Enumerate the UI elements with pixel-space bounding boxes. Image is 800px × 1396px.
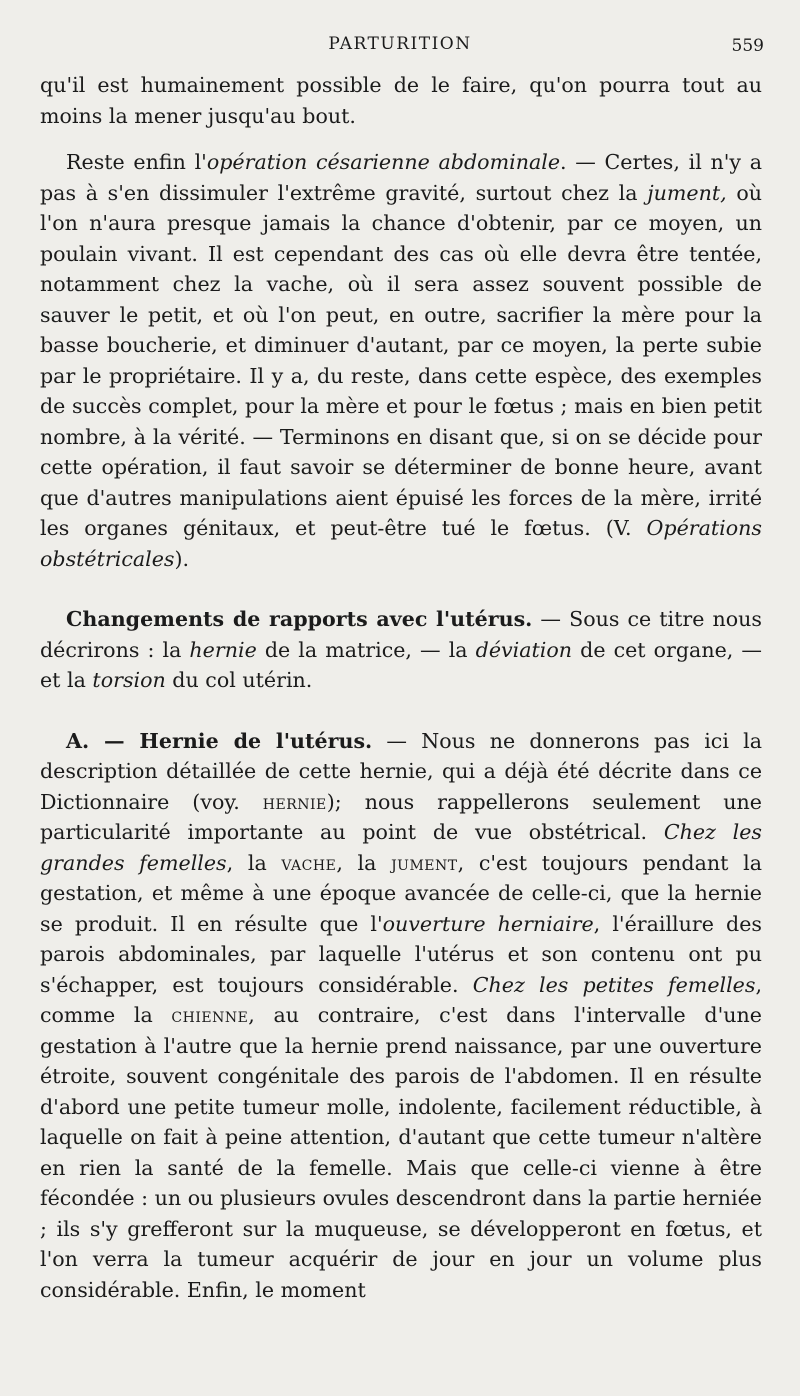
paragraph-changes bbox=[40, 604, 762, 696]
italic-term: Opérations obstétricales bbox=[40, 516, 762, 571]
text-run: , c'est toujours pendant la gestation, et même à une époque avancée de celle-ci, que la hernie se produit. Il en résulte que l' bbox=[40, 850, 762, 936]
paragraph-hernia bbox=[40, 726, 762, 1306]
paragraph-cesarean bbox=[40, 147, 762, 574]
page-number: 559 bbox=[731, 36, 764, 56]
text-run: du col utérin. bbox=[165, 668, 313, 692]
subsection-heading: A. — Hernie de l'utérus. bbox=[66, 728, 373, 753]
text-run: de cet organe, — et la bbox=[40, 637, 762, 692]
paragraph-continuation bbox=[40, 70, 762, 131]
text-run: , la bbox=[336, 850, 392, 875]
italic-term: torsion bbox=[92, 668, 166, 692]
text-run: ); nous rappellerons seulement une particularité importante au point de vue obstétrical. bbox=[40, 789, 762, 844]
paragraph-text: qu'il est humainement possible de le faire, qu'on pourra tout au moins la mener jusqu'au bout. bbox=[40, 73, 762, 128]
italic-term: opération césarienne abdominale bbox=[206, 150, 561, 174]
text-run: Reste enfin l' bbox=[66, 150, 207, 174]
body-text bbox=[40, 70, 762, 1305]
running-header bbox=[0, 32, 800, 58]
text-run: , au contraire, c'est dans l'intervalle d'une gestation à l'autre que la hernie prend naissance, par une ouverture étroite, souvent congénitale des parois de l'abdomen. Il en résulte d'abord une petite tumeur molle, indolente, facilement réductible, à laquelle on fait à peine attention, d'autant que cette tumeur n'altère en rien la santé de la femelle. Mais que celle-ci vienne à être fécondée : un ou plusieurs ovules descendront dans la partie herniée ; ils s'y grefferont sur la muqueuse, se développeront en fœtus, et l'on verra la tumeur acquérir de jour en jour un volume plus considérable. Enfin, le moment bbox=[40, 1003, 762, 1302]
text-run: — Nous ne donnerons pas ici la description détaillée de cette hernie, qui a déjà été décrite dans ce Dictionnaire (voy. bbox=[40, 728, 762, 814]
italic-term: Chez les grandes femelles bbox=[40, 820, 762, 875]
running-title: PARTURITION bbox=[328, 34, 472, 54]
smallcaps-term: vache bbox=[281, 850, 337, 875]
text-run: , la bbox=[226, 850, 282, 875]
italic-term: ouverture herniaire bbox=[382, 911, 594, 936]
italic-term: déviation bbox=[475, 637, 573, 662]
smallcaps-term: chienne bbox=[171, 1003, 249, 1027]
italic-term: jument, bbox=[647, 180, 727, 205]
italic-term: hernie bbox=[189, 637, 257, 662]
smallcaps-term: jument bbox=[391, 850, 458, 875]
text-run: . — Certes, il n'y a pas à s'en dissimuler l'extrême gravité, surtout chez la bbox=[40, 150, 763, 205]
text-run: ). bbox=[174, 546, 190, 571]
section-heading: Changements de rapports avec l'utérus. bbox=[66, 607, 533, 631]
smallcaps-term: hernie bbox=[262, 789, 327, 814]
text-run: où l'on n'aura presque jamais la chance d'obtenir, par ce moyen, un poulain vivant. Il est cependant des cas où elle devra être tentée, notamment chez la vache, où il sera assez souvent possible de sauver le petit, et où l'on peut, en outre, sacrifier la mère pour la basse boucherie, et diminuer d'autant, par ce moyen, la perte subie par le propriétaire. Il y a, du reste, dans cette espèce, des exemples de succès complet, pour la mère et pour le fœtus ; mais en bien petit nombre, à la vérité. — Terminons en disant que, si on se décide pour cette opération, il faut savoir se déterminer de bonne heure, avant que d'autres manipulations aient épuisé les forces de la mère, irrité les organes génitaux, et peut-être tué le fœtus. (V. bbox=[40, 180, 762, 540]
text-run: , comme la bbox=[40, 972, 762, 1027]
text-run: — Sous ce titre nous décrirons : la bbox=[40, 607, 763, 662]
text-run: , l'éraillure des parois abdominales, par laquelle l'utérus et son contenu ont pu s'échapper, est toujours considérable. bbox=[40, 911, 762, 997]
italic-term: Chez les petites femelles bbox=[472, 972, 756, 997]
text-run: de la matrice, — la bbox=[256, 637, 476, 662]
